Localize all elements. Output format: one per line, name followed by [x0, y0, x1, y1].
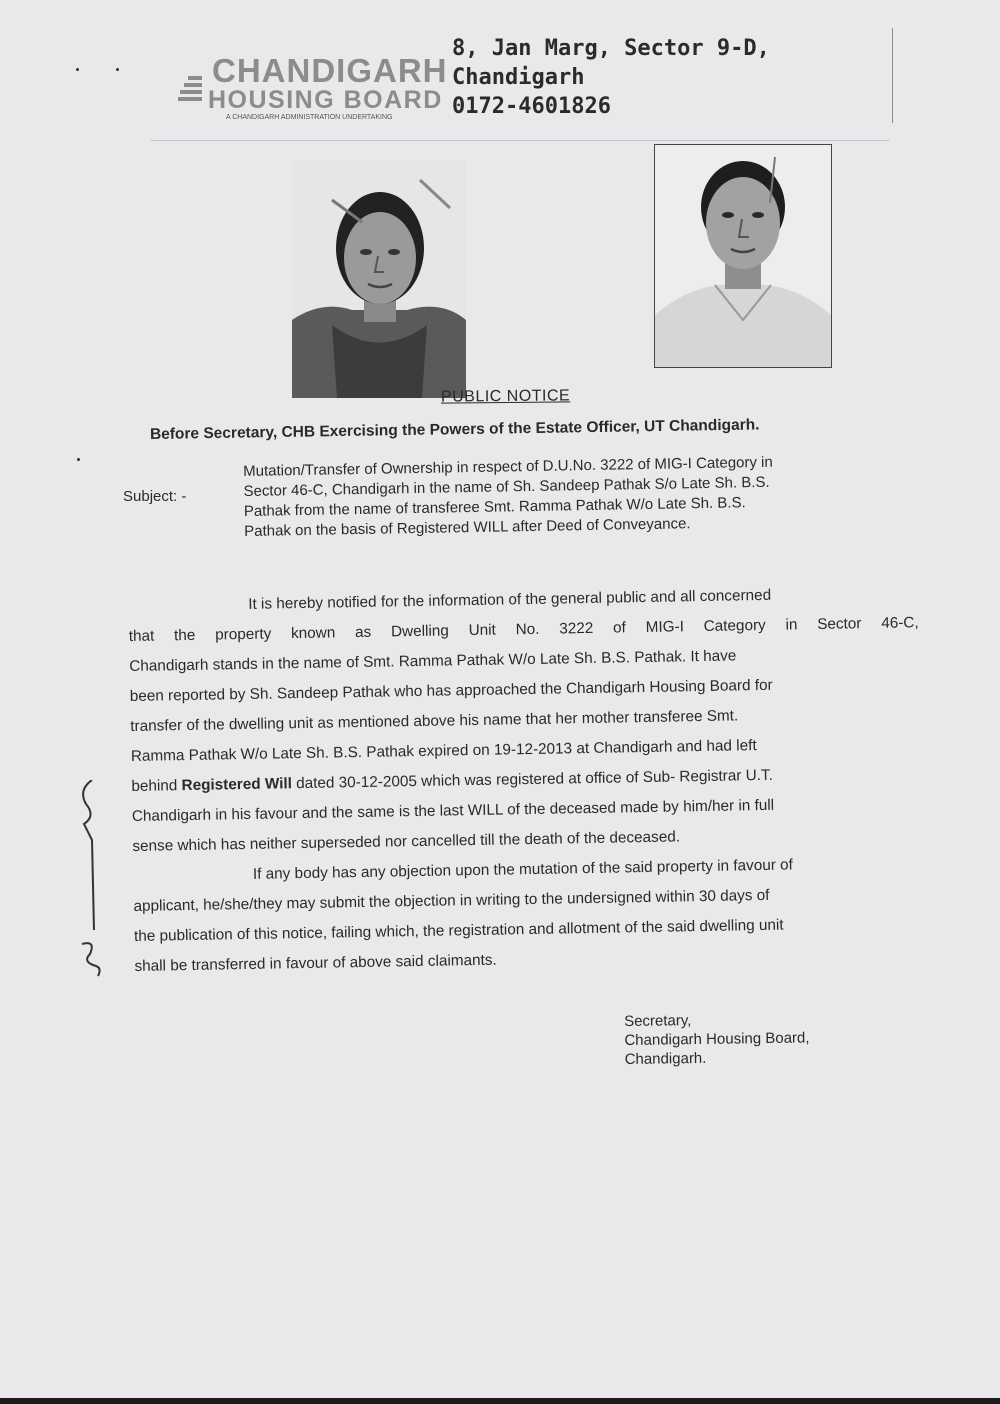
subject-line: Pathak on the basis of Registered WILL after Deed of Conveyance. [244, 515, 691, 540]
subject-line: Mutation/Transfer of Ownership in respect of D.U.No. 3222 of MIG-I Category in [243, 453, 773, 480]
body-line: It is hereby notified for the information of the general public and all concerned [248, 586, 772, 613]
subject-line: Sector 46-C, Chandigarh in the name of Sh. Sandeep Pathak S/o Late Sh. B.S. [243, 473, 770, 500]
body-line: If any body has any objection upon the mutation of the said property in favour of [252, 856, 794, 883]
body-line: that the property known as Dwelling Unit No. 3222 of MIG-I Category in Sector 46-C, [128, 614, 919, 645]
body-line: Ramma Pathak W/o Late Sh. B.S. Pathak expired on 19-12-2013 at Chandigarh and had left [130, 737, 757, 765]
scan-speck [77, 458, 80, 461]
photo-applicant [654, 144, 832, 368]
signatory-title: Secretary, [624, 1012, 692, 1030]
body-line: applicant, he/she/they may submit the objection in writing to the undersigned within 30 days of [133, 886, 770, 915]
notice-body [128, 578, 925, 982]
phone-number: 0172-4601826 [452, 94, 611, 119]
notice-title: PUBLIC NOTICE [440, 387, 571, 406]
scan-speck [116, 68, 119, 71]
notice-authority: Before Secretary, CHB Exercising the Powers of the Estate Officer, UT Chandigarh. [149, 416, 760, 443]
body-line: the publication of this notice, failing which, the registration and allotment of the said dwelling unit [133, 916, 784, 945]
registered-will-emphasis: Registered Will [181, 775, 293, 795]
header-address [452, 34, 770, 121]
header-divider [150, 140, 890, 141]
subject-text [243, 450, 914, 542]
body-line: been reported by Sh. Sandeep Pathak who has approached the Chandigarh Housing Board for [129, 676, 773, 705]
body-line: Chandigarh in his favour and the same is the last WILL of the deceased made by him/her in full [131, 796, 775, 825]
body-line: Chandigarh stands in the name of Smt. Ramma Pathak W/o Late Sh. B.S. Pathak. It have [129, 647, 737, 675]
signatory-org: Chandigarh Housing Board, [624, 1029, 810, 1049]
building-logo-icon [178, 74, 204, 106]
body-text: behind [131, 777, 178, 795]
body-line: sense which has neither superseded nor cancelled till the death of the deceased. [132, 828, 681, 855]
logo-line2: HOUSING BOARD [208, 86, 443, 114]
chb-logo [178, 52, 448, 124]
margin-line [892, 28, 893, 123]
subject-label: Subject: - [123, 488, 187, 505]
photo-transferee [292, 160, 466, 398]
logo-line1: CHANDIGARH [212, 52, 448, 89]
scan-border [0, 1398, 1000, 1404]
subject-line: Pathak from the name of transferee Smt. Ramma Pathak W/o Late Sh. B.S. [243, 494, 746, 520]
body-line: shall be transferred in favour of above said claimants. [134, 951, 497, 975]
body-line: transfer of the dwelling unit as mentioned above his name that her mother transferee Smt. [130, 707, 739, 735]
body-text: dated 30-12-2005 which was registered at office of Sub- Registrar U.T. [296, 766, 773, 793]
address-line1: 8, Jan Marg, Sector 9-D, [452, 36, 770, 61]
signature-block [624, 1009, 810, 1069]
scan-speck [76, 68, 79, 71]
address-line2: Chandigarh [452, 65, 585, 90]
signatory-place: Chandigarh. [624, 1049, 707, 1068]
logo-tagline: A CHANDIGARH ADMINISTRATION UNDERTAKING [226, 114, 393, 121]
handwritten-mark [72, 780, 112, 980]
